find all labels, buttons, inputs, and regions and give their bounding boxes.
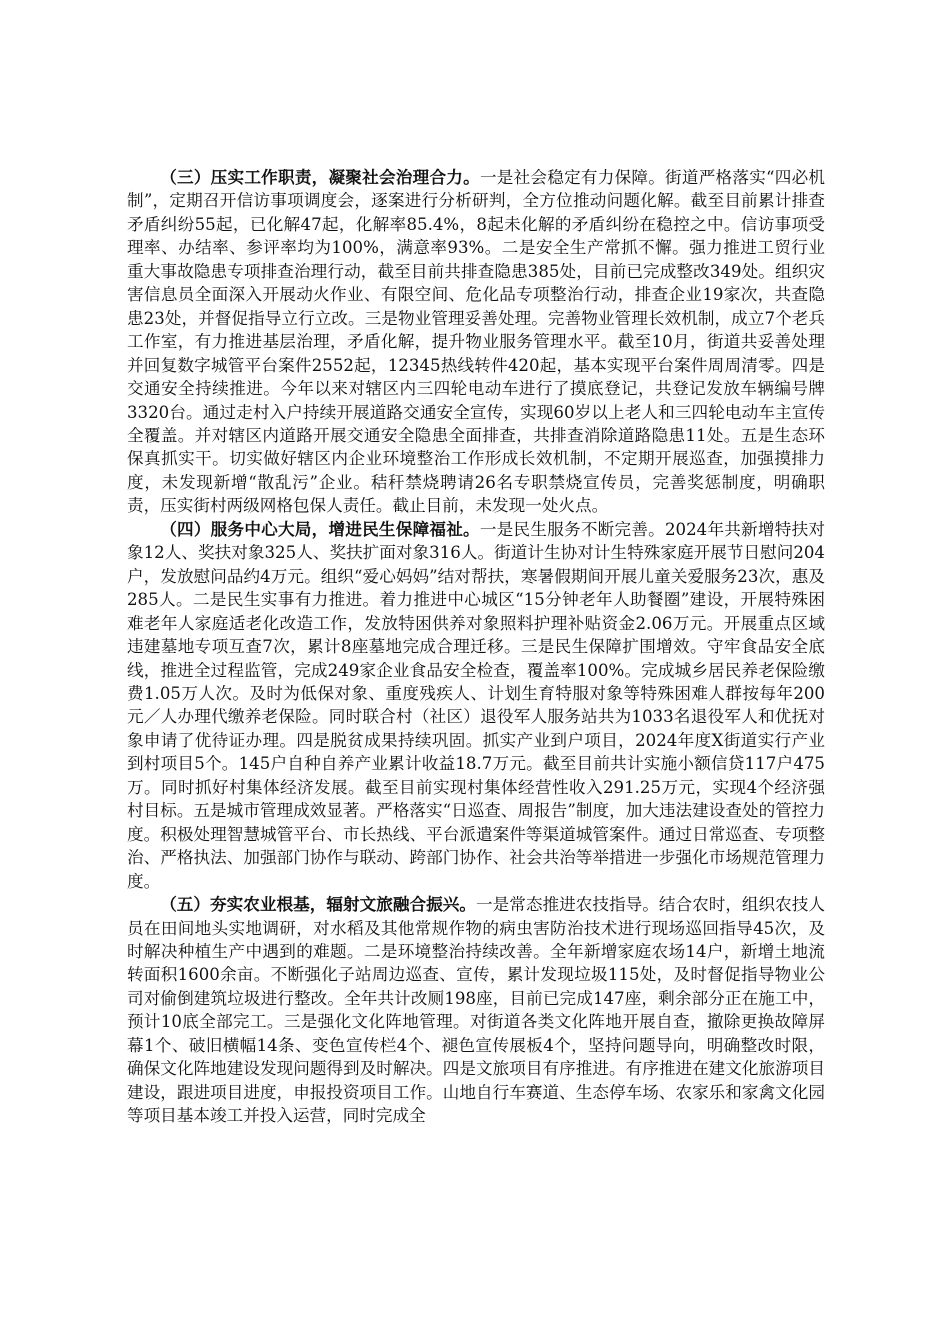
section-3-body: 一是社会稳定有力保障。街道严格落实“四必机制”，定期召开信访事项调度会，逐案进行分析研判，全方位推动问题化解。截至目前累计排查矛盾纠纷55起，已化解47起，化解率85.4%，8起未化解的矛盾纠纷在稳控之中。信访事项受理率、办结率、参评率均为100%，满意率93%。二是安全生产常抓不懈。强力推进工贸行业重大事故隐患专项排查治理行动，截至目前共排查隐患385处，目前已完成整改349处。组织灾害信息员全面深入开展动火作业、有限空间、危化品专项整治行动，排查企业19家次，共查隐患23处，并督促指导立行立改。三是物业管理妥善处理。完善物业管理长效机制，成立7个老兵工作室，有力推进基层治理，矛盾化解，提升物业服务管理水平。截至10月，街道共妥善处理并回复数字城管平台案件2552起，12345热线转件420起，基本实现平台案件周周清零。四是交通安全持续推进。今年以来对辖区内三四轮电动车进行了摸底登记，共登记发放车辆编号牌3320台。通过走村入户持续开展道路交通安全宣传，实现60岁以上老人和三四轮电动车主宣传全覆盖。并对辖区内道路开展交通安全隐患全面排查，共排查消除道路隐患11处。五是生态环保真抓实干。切实做好辖区内企业环境整治工作形成长效机制，不定期开展巡查，加强摸排力度，未发现新增“散乱污”企业。秸秆禁烧聘请26名专职禁烧宣传员，完善奖惩制度，明确职责，压实街村两级网格包保人责任。截止目前，未发现一处火点。 bbox=[127, 168, 825, 516]
section-4-paragraph bbox=[127, 518, 825, 893]
section-3-paragraph bbox=[127, 166, 825, 518]
section-5-paragraph bbox=[127, 893, 825, 1128]
section-4-heading: （四）服务中心大局，增进民生保障福祉。 bbox=[160, 518, 480, 539]
document-page bbox=[127, 166, 825, 1128]
section-5-heading: （五）夯实农业根基，辐射文旅融合振兴。 bbox=[160, 894, 476, 915]
section-3-heading: （三）压实工作职责，凝聚社会治理合力。 bbox=[160, 167, 480, 187]
section-4-body: 一是民生服务不断完善。2024年共新增特扶对象12人、奖扶对象325人、奖扶扩面对象316人。街道计生协对计生特殊家庭开展节日慰问204户，发放慰问品约4万元。组织“爱心妈妈”结对帮扶，寒暑假期间开展儿童关爱服务23次，惠及285人。二是民生实事有力推进。着力推进中心城区“15分钟老年人助餐圈”建设，开展特殊困难老年人家庭适老化改造工作，发放特困供养对象照料护理补贴资金2.06万元。开展重点区域违建墓地专项互查7次，累计8座墓地完成合理迁移。三是民生保障扩围增效。守牢食品安全底线，推进全过程监管，完成249家企业食品安全检查，覆盖率100%。完成城乡居民养老保险缴费1.05万人次。及时为低保对象、重度残疾人、计划生育特服对象等特殊困难人群按每年200元／人办理代缴养老保险。同时联合村（社区）退役军人服务站共为1033名退役军人和优抚对象申请了优待证办理。四是脱贫成果持续巩固。抓实产业到户项目，2024年度X街道实行产业到村项目5个。145户自种自养产业累计收益18.7万元。截至目前共计实施小额信贷117户475万。同时抓好村集体经济发展。截至目前实现村集体经营性收入291.25万元，实现4个经济强村目标。五是城市管理成效显著。严格落实“日巡查、周报告”制度，加大违法建设查处的管控力度。积极处理智慧城管平台、市长热线、平台派遣案件等渠道城管案件。通过日常巡查、专项整治、严格执法、加强部门协作与联动、跨部门协作、社会共治等举措进一步强化市场规范管理力度。 bbox=[127, 519, 825, 891]
section-5-body: 一是常态推进农技指导。结合农时，组织农技人员在田间地头实地调研，对水稻及其他常规作物的病虫害防治技术进行现场巡回指导45次，及时解决种植生产中遇到的难题。二是环境整治持续改善。全年新增家庭农场14户，新增土地流转面积1600余亩。不断强化子站周边巡查、宣传，累计发现垃圾115处，及时督促指导物业公司对偷倒建筑垃圾进行整改。全年共计改厕198座，目前已完成147座，剩余部分正在施工中，预计10底全部完工。三是强化文化阵地管理。对街道各类文化阵地开展自查，撤除更换故障屏幕1个、破旧横幅14条、变色宣传栏4个、褪色宣传展板4个，坚持问题导向，明确整改时限，确保文化阵地建设发现问题得到及时解决。四是文旅项目有序推进。有序推进在建文化旅游项目建设，跟进项目进度，申报投资项目工作。山地自行车赛道、生态停车场、农家乐和家禽文化园等项目基本竣工并投入运营，同时完成全 bbox=[127, 895, 826, 1126]
